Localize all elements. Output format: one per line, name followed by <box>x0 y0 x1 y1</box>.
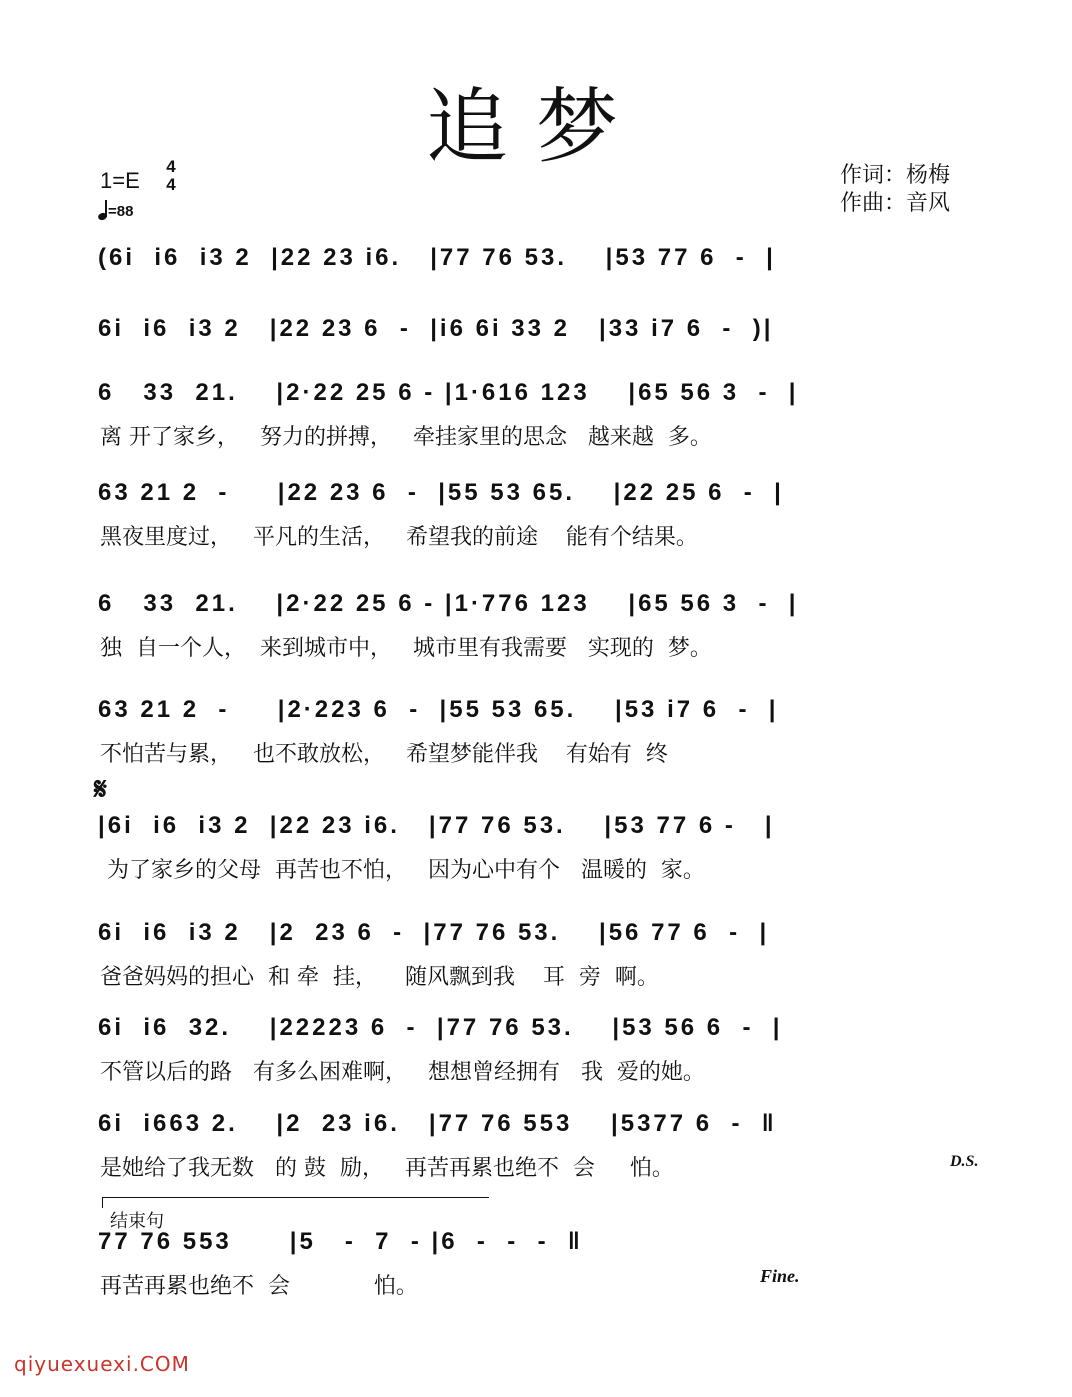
lyric-line: 不怕苦与累， 也不敢放松， 希望梦能伴我 有始有 终 <box>100 742 668 767</box>
time-signature <box>163 158 179 194</box>
quarter-note-icon <box>98 200 108 220</box>
ds-marking: D.S. <box>950 1153 979 1170</box>
notation-row: 6 33 21. |2·22 25 6 - |1·616 123 |65 56 3 - | <box>98 379 799 406</box>
lyric-line: 独 自一个人， 来到城市中， 城市里有我需要 实现的 梦。 <box>100 636 712 661</box>
notation-row: (6i i6 i3 2 |22 23 i6. |77 76 53. |53 77 6 - | <box>98 244 776 271</box>
lyric-line: 是她给了我无数 的 鼓 励， 再苦再累也绝不 会 怕。 <box>100 1156 674 1181</box>
notation-row: |6i i6 i3 2 |22 23 i6. |77 76 53. |53 77 6 - | <box>98 812 775 839</box>
song-title: 追梦 <box>425 80 646 175</box>
credits <box>840 162 950 218</box>
notation-row: 6i i6 i3 2 |22 23 6 - |i6 6i 33 2 |33 i7 6 - )| <box>98 315 774 342</box>
composer: 作曲：音风 <box>840 191 951 216</box>
time-signature-top: 4 <box>166 157 176 176</box>
lyricist: 作词：杨梅 <box>840 163 951 188</box>
segno-sign: 𝄋 <box>94 772 107 807</box>
tempo-value: =88 <box>108 203 134 220</box>
lyric-line: 离 开了家乡， 努力的拼搏， 牵挂家里的思念 越来越 多。 <box>100 425 712 450</box>
lyric-line: 爸爸妈妈的担心 和 牵 挂， 随风飘到我 耳 旁 啊。 <box>100 965 659 990</box>
lyric-line: 为了家乡的父母 再苦也不怕， 因为心中有个 温暖的 家。 <box>100 858 705 883</box>
lyric-line: 再苦再累也绝不 会 怕。 <box>100 1274 418 1299</box>
lyric-line: 黑夜里度过， 平凡的生活， 希望我的前途 能有个结果。 <box>100 525 698 550</box>
notation-row: 6i i663 2. |2 23 i6. |77 76 553 |5377 6 - ‖ <box>98 1110 777 1137</box>
lyric-line: 不管以后的路 有多么困难啊， 想想曾经拥有 我 爱的她。 <box>100 1060 705 1085</box>
notation-row: 63 21 2 - |2·223 6 - |55 53 65. |53 i7 6 - | <box>98 696 779 723</box>
time-signature-bottom: 4 <box>166 175 176 194</box>
fine-marking: Fine. <box>760 1266 800 1286</box>
watermark: qiyuexuexi.COM <box>14 1352 190 1376</box>
notation-row: 6i i6 32. |22223 6 - |77 76 53. |53 56 6 - | <box>98 1014 783 1041</box>
notation-row: 63 21 2 - |22 23 6 - |55 53 65. |22 25 6 - | <box>98 479 784 506</box>
key-signature: 1=E <box>100 168 140 193</box>
ending-label: 结束句 <box>110 1211 164 1232</box>
notation-row: 77 76 553 |5 - 7 - |6 - - - ‖ <box>98 1228 583 1255</box>
tempo-marking <box>98 200 133 220</box>
notation-row: 6 33 21. |2·22 25 6 - |1·776 123 |65 56 3 - | <box>98 590 799 617</box>
notation-row: 6i i6 i3 2 |2 23 6 - |77 76 53. |56 77 6 - | <box>98 919 770 946</box>
